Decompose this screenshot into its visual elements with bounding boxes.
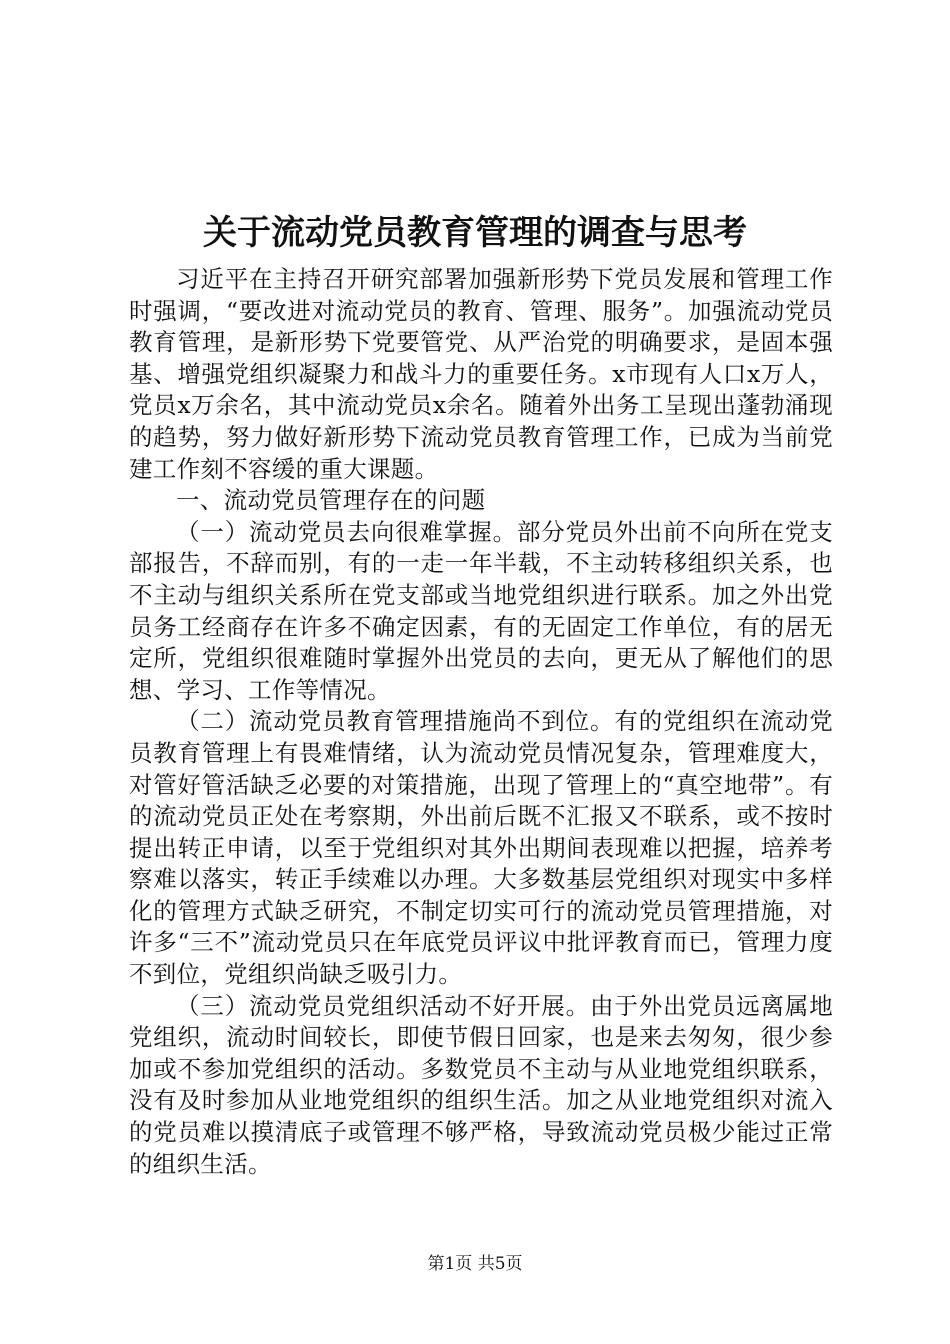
- paragraph-point-2: （二）流动党员教育管理措施尚不到位。有的党组织在流动党员教育管理上有畏难情绪，认为流动党员情况复杂，管理难度大，对管好管活缺乏必要的对策措施，出现了管理上的“真空地带”。有的流动党员正处在考察期，外出前后既不汇报又不联系，或不按时提出转正申请，以至于党组织对其外出期间表现难以把握，培养考察难以落实，转正手续难以办理。大多数基层党组织对现实中多样化的管理方式缺乏研究，不制定切实可行的流动党员管理措施，对许多“三不”流动党员只在年底党员评议中批评教育而已，管理力度不到位，党组织尚缺乏吸引力。: [129, 707, 833, 989]
- section-heading: 一、流动党员管理存在的问题: [176, 486, 486, 515]
- paragraph-point-3: （三）流动党员党组织活动不好开展。由于外出党员远离属地党组织，流动时间较长，即使节假日回家，也是来去匆匆，很少参加或不参加党组织的活动。多数党员不主动与从业地党组织联系，没有及时参加从业地党组织的组织生活。加之从业地党组织对流入的党员难以摸清底子或管理不够严格，导致流动党员极少能过正常的组织生活。: [129, 991, 833, 1178]
- intro-paragraph: 习近平在主持召开研究部署加强新形势下党员发展和管理工作时强调，“要改进对流动党员的教育、管理、服务”。加强流动党员教育管理，是新形势下党要管党、从严治党的明确要求，是固本强基、增强党组织凝聚力和战斗力的重要任务。x市现有人口x万人，党员x万余名，其中流动党员x余名。随着外出务工呈现出蓬勃涌现的趋势，努力做好新形势下流动党员教育管理工作，已成为当前党建工作刻不容缓的重大课题。: [129, 265, 833, 483]
- document-body: [129, 264, 833, 1180]
- paragraph-point-1: （一）流动党员去向很难掌握。部分党员外出前不向所在党支部报告，不辞而别，有的一走一年半载，不主动转移组织关系，也不主动与组织关系所在党支部或当地党组织进行联系。加之外出党员务工经商存在许多不确定因素，有的无固定工作单位，有的居无定所，党组织很难随时掌握外出党员的去向，更无从了解他们的思想、学习、工作等情况。: [129, 517, 833, 704]
- page-number-footer: 第1页 共5页: [427, 1254, 523, 1274]
- document-title: 关于流动党员教育管理的调查与思考: [203, 212, 747, 253]
